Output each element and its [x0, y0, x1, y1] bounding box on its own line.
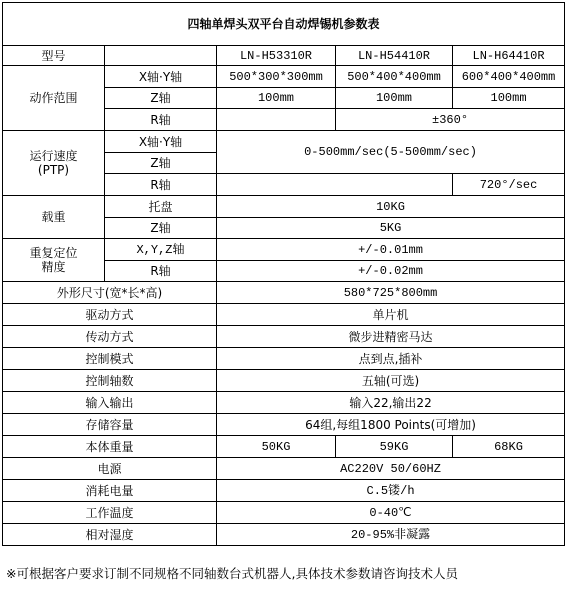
- speed-label: [3, 131, 105, 196]
- control-mode-value: 点到点,插补: [217, 348, 565, 370]
- speed-z-label: Z轴: [105, 153, 217, 174]
- repeat-r-label: R轴: [105, 261, 217, 282]
- load-z-value: 5KG: [217, 218, 565, 239]
- weight-label: 本体重量: [3, 436, 217, 458]
- consumption-value: C.5镂/h: [217, 480, 565, 502]
- model-label: 型号: [3, 46, 105, 66]
- motion-range-label: 动作范围: [3, 66, 105, 131]
- repeat-r-value: +/-0.02mm: [217, 261, 565, 282]
- storage-value: 64组,每组1800 Points(可增加): [217, 414, 565, 436]
- load-tray-value: 10KG: [217, 196, 565, 218]
- spec-table: [2, 2, 565, 546]
- model-2: LN-H54410R: [336, 46, 453, 66]
- transmission-label: 传动方式: [3, 326, 217, 348]
- motion-z-1: 100mm: [217, 88, 336, 109]
- motion-r-label: R轴: [105, 109, 217, 131]
- humidity-value: 20-95%非凝露: [217, 524, 565, 546]
- load-z-label: Z轴: [105, 218, 217, 239]
- repeat-xyz-value: +/-0.01mm: [217, 239, 565, 261]
- speed-r-label: R轴: [105, 174, 217, 196]
- power-value: AC220V 50/60HZ: [217, 458, 565, 480]
- blank-cell: [217, 174, 453, 196]
- footnote: ※可根据客户要求订制不同规格不同轴数台式机器人,具体技术参数请咨询技术人员: [6, 566, 458, 581]
- model-1: LN-H53310R: [217, 46, 336, 66]
- weight-1: 50KG: [217, 436, 336, 458]
- speed-label-line1: 运行速度: [29, 149, 78, 163]
- transmission-value: 微步进精密马达: [217, 326, 565, 348]
- table-title: 四轴单焊头双平台自动焊锡机参数表: [3, 3, 565, 46]
- motion-r-value: ±360°: [336, 109, 565, 131]
- storage-label: 存储容量: [3, 414, 217, 436]
- drive-mode-value: 单片机: [217, 304, 565, 326]
- humidity-label: 相对湿度: [3, 524, 217, 546]
- blank-cell: [217, 109, 336, 131]
- speed-r-value: 720°/sec: [453, 174, 565, 196]
- motion-z-3: 100mm: [453, 88, 565, 109]
- consumption-label: 消耗电量: [3, 480, 217, 502]
- speed-xy-label: X轴·Y轴: [105, 131, 217, 153]
- repeat-xyz-label: X,Y,Z轴: [105, 239, 217, 261]
- control-axes-value: 五轴(可选): [217, 370, 565, 392]
- dimensions-label: 外形尺寸(宽*长*高): [3, 282, 217, 304]
- motion-xy-3: 600*400*400mm: [453, 66, 565, 88]
- speed-label-line2: (PTP): [37, 163, 70, 177]
- speed-xyz-value: 0-500mm/sec(5-500mm/sec): [217, 131, 565, 174]
- load-tray-label: 托盘: [105, 196, 217, 218]
- control-mode-label: 控制模式: [3, 348, 217, 370]
- weight-2: 59KG: [336, 436, 453, 458]
- motion-xy-1: 500*300*300mm: [217, 66, 336, 88]
- drive-mode-label: 驱动方式: [3, 304, 217, 326]
- model-3: LN-H64410R: [453, 46, 565, 66]
- repeat-label: [3, 239, 105, 282]
- power-label: 电源: [3, 458, 217, 480]
- io-value: 输入22,输出22: [217, 392, 565, 414]
- blank-cell: [105, 46, 217, 66]
- load-label: 载重: [3, 196, 105, 239]
- motion-xy-label: X轴·Y轴: [105, 66, 217, 88]
- repeat-label-line1: 重复定位: [29, 246, 78, 260]
- motion-xy-2: 500*400*400mm: [336, 66, 453, 88]
- weight-3: 68KG: [453, 436, 565, 458]
- motion-z-label: Z轴: [105, 88, 217, 109]
- motion-z-2: 100mm: [336, 88, 453, 109]
- work-temp-value: 0-40℃: [217, 502, 565, 524]
- control-axes-label: 控制轴数: [3, 370, 217, 392]
- io-label: 输入输出: [3, 392, 217, 414]
- dimensions-value: 580*725*800mm: [217, 282, 565, 304]
- work-temp-label: 工作温度: [3, 502, 217, 524]
- repeat-label-line2: 精度: [41, 260, 66, 274]
